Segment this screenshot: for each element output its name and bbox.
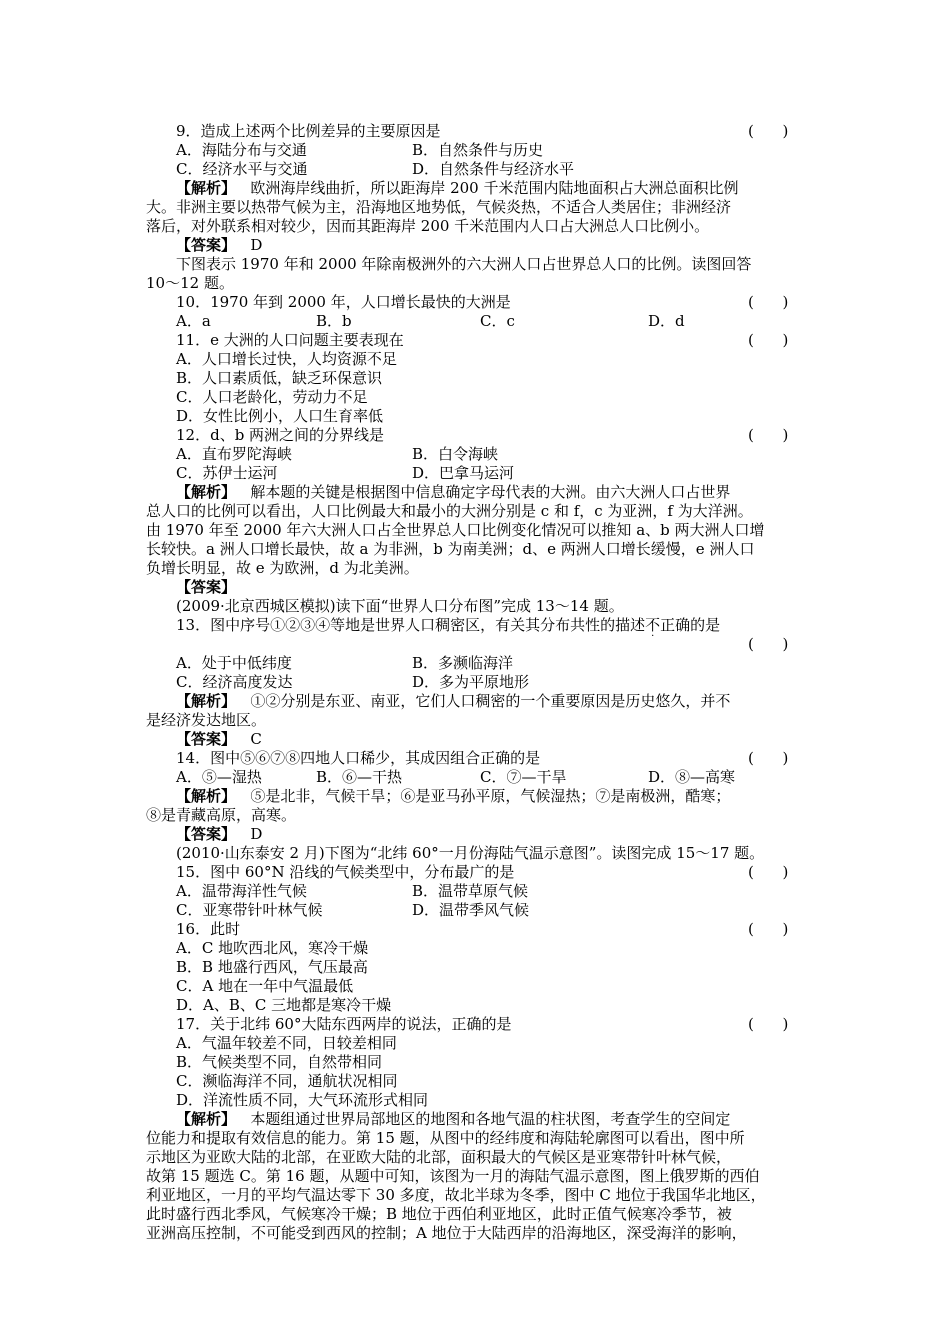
- option-c: C．濒临海洋不同，通航状况相同: [176, 1072, 398, 1090]
- explanation-14: [176, 787, 730, 805]
- question-13-stem: [176, 616, 721, 642]
- option-c: C．A 地在一年中气温最低: [176, 977, 354, 995]
- explanation-text: 位能力和提取有效信息的能力。第 15 题，从图中的经纬度和海陆轮廓图可以看出，图中所: [146, 1129, 745, 1147]
- explanation-tag: 【解析】: [176, 179, 237, 197]
- answer-bracket: ( ): [748, 331, 789, 349]
- option-b: B．白令海峡: [412, 445, 499, 463]
- explanation-text: 总人口的比例可以看出，人口比例最大和最小的大洲分别是 c 和 f，c 为亚洲，f 为大洋洲。: [146, 502, 753, 520]
- emphasis-word: [645, 616, 661, 642]
- option-b: B．自然条件与历史: [412, 141, 544, 159]
- answer-12: [176, 578, 236, 596]
- option-b: B．b: [316, 312, 352, 330]
- option-c: C．苏伊士运河: [176, 464, 278, 482]
- explanation-text: 欧洲海岸线曲折，所以距海岸 200 千米范围内陆地面积占大洲总面积比例: [250, 179, 739, 197]
- option-b: B．温带草原气候: [412, 882, 529, 900]
- option-a: A．温带海洋性气候: [176, 882, 307, 900]
- intro-10-12-cont: 10～12 题。: [146, 274, 234, 292]
- explanation-text: 示地区为亚欧大陆的北部，在亚欧大陆的北部，面积最大的气候区是亚寒带针叶林气候，: [146, 1148, 732, 1166]
- option-a: A．人口增长过快，人均资源不足: [176, 350, 397, 368]
- answer-13: [176, 730, 262, 748]
- explanation-tag: 【解析】: [176, 692, 237, 710]
- answer-bracket: ( ): [748, 122, 789, 140]
- answer-9: [176, 236, 262, 254]
- option-d: D．多为平原地形: [412, 673, 530, 691]
- option-a: A．处于中低纬度: [176, 654, 292, 672]
- question-12-stem: 12．d、b 两洲之间的分界线是: [176, 426, 385, 444]
- stem-text: 13．图中序号①②③④等地是世界人口稠密区，有关其分布共性的描述: [176, 616, 646, 634]
- stem-text: 正确的是: [660, 616, 721, 634]
- option-d: D．⑧—高寒: [648, 768, 736, 786]
- answer-bracket: ( ): [748, 426, 789, 444]
- option-b: B．⑥—干热: [316, 768, 403, 786]
- question-9-stem: 9．造成上述两个比例差异的主要原因是: [176, 122, 441, 140]
- option-b: B．多濒临海洋: [412, 654, 514, 672]
- intro-13-14: (2009·北京西城区模拟)读下面“世界人口分布图”完成 13～14 题。: [176, 597, 624, 615]
- option-c: C．人口老龄化，劳动力不足: [176, 388, 368, 406]
- question-10-stem: 10．1970 年到 2000 年，人口增长最快的大洲是: [176, 293, 511, 311]
- option-c: C．经济高度发达: [176, 673, 293, 691]
- option-a: A．直布罗陀海峡: [176, 445, 292, 463]
- option-a: A．a: [176, 312, 211, 330]
- emphasis-dot: ·: [651, 631, 655, 642]
- option-a: A．气温年较差不同，日较差相同: [176, 1034, 397, 1052]
- question-15-stem: 15．图中 60°N 沿线的气候类型中，分布最广的是: [176, 863, 515, 881]
- option-d: D．巴拿马运河: [412, 464, 515, 482]
- option-b: B．B 地盛行西风，气压最高: [176, 958, 368, 976]
- answer-bracket: ( ): [748, 293, 789, 311]
- option-d: D．d: [648, 312, 685, 330]
- intro-15-17: (2010·山东泰安 2 月)下图为“北纬 60°一月份海陆气温示意图”。读图完成 15～17 题。: [176, 844, 765, 862]
- explanation-text: 由 1970 年至 2000 年六大洲人口占全世界总人口比例变化情况可以推知 a、b 两大洲人口增: [146, 521, 765, 539]
- option-a: A．海陆分布与交通: [176, 141, 307, 159]
- option-b: B．人口素质低，缺乏环保意识: [176, 369, 383, 387]
- explanation-text: ⑧是青藏高原，高寒。: [146, 806, 297, 824]
- option-d: D．洋流性质不同，大气环流形式相同: [176, 1091, 429, 1109]
- option-a: A．⑤—湿热: [176, 768, 262, 786]
- explanation-text: 本题组通过世界局部地区的地图和各地气温的柱状图，考查学生的空间定: [250, 1110, 731, 1128]
- explanation-text: 故第 15 题选 C。第 16 题，从题中可知，该图为一月的海陆气温示意图，图上俄罗斯的西伯: [146, 1167, 760, 1185]
- explanation-17: [176, 1110, 730, 1128]
- explanation-tag: 【解析】: [176, 1110, 237, 1128]
- option-d: D．温带季风气候: [412, 901, 530, 919]
- question-17-stem: 17．关于北纬 60°大陆东西两岸的说法，正确的是: [176, 1015, 512, 1033]
- explanation-text: 落后，对外联系相对较少，因而其距海岸 200 千米范围内人口占大洲总人口比例小。: [146, 217, 710, 235]
- option-d: D．女性比例小，人口生育率低: [176, 407, 384, 425]
- explanation-text: ①②分别是东亚、南亚，它们人口稠密的一个重要原因是历史悠久，并不: [250, 692, 731, 710]
- explanation-text: 大。非洲主要以热带气候为主，沿海地区地势低，气候炎热，不适合人类居住；非洲经济: [146, 198, 732, 216]
- answer-value: D: [250, 825, 263, 843]
- question-11-stem: 11．e 大洲的人口问题主要表现在: [176, 331, 404, 349]
- explanation-text: 亚洲高压控制，不可能受到西风的控制；A 地位于大陆西岸的沿海地区，深受海洋的影响，: [146, 1224, 747, 1242]
- explanation-12: [176, 483, 730, 501]
- answer-tag: 【答案】: [176, 730, 237, 748]
- option-a: A．C 地吹西北风，寒冷干燥: [176, 939, 369, 957]
- explanation-9: [176, 179, 739, 197]
- answer-bracket: ( ): [748, 749, 789, 767]
- option-c: C．经济水平与交通: [176, 160, 308, 178]
- explanation-text: 解本题的关键是根据图中信息确定字母代表的大洲。由六大洲人口占世界: [250, 483, 731, 501]
- answer-14: [176, 825, 262, 843]
- explanation-text: 是经济发达地区。: [146, 711, 267, 729]
- explanation-text: 此时盛行西北季风，气候寒冷干燥；B 地位于西伯利亚地区，此时正值气候寒冷季节，被: [146, 1205, 732, 1223]
- intro-10-12: 下图表示 1970 年和 2000 年除南极洲外的六大洲人口占世界总人口的比例。读图回答: [176, 255, 752, 273]
- answer-bracket: ( ): [748, 1015, 789, 1033]
- explanation-13: [176, 692, 730, 710]
- option-c: C．⑦—干旱: [480, 768, 567, 786]
- answer-bracket: ( ): [748, 920, 789, 938]
- question-14-stem: 14．图中⑤⑥⑦⑧四地人口稀少，其成因组合正确的是: [176, 749, 541, 767]
- option-c: C．亚寒带针叶林气候: [176, 901, 323, 919]
- option-d: D．自然条件与经济水平: [412, 160, 575, 178]
- explanation-tag: 【解析】: [176, 787, 237, 805]
- explanation-text: ⑤是北非，气候干旱；⑥是亚马孙平原，气候湿热；⑦是南极洲，酷寒；: [250, 787, 731, 805]
- emphasis-text: 不: [645, 616, 661, 634]
- option-c: C．c: [480, 312, 515, 330]
- answer-tag: 【答案】: [176, 578, 237, 596]
- option-d: D．A、B、C 三地都是寒冷干燥: [176, 996, 392, 1014]
- question-16-stem: 16．此时: [176, 920, 241, 938]
- explanation-text: 负增长明显，故 e 为欧洲，d 为北美洲。: [146, 559, 419, 577]
- option-b: B．气候类型不同，自然带相同: [176, 1053, 383, 1071]
- answer-bracket: ( ): [748, 863, 789, 881]
- answer-value: D: [250, 236, 263, 254]
- answer-tag: 【答案】: [176, 825, 237, 843]
- explanation-text: 长较快。a 洲人口增长最快，故 a 为非洲，b 为南美洲；d、e 两洲人口增长缓慢，e 洲人口: [146, 540, 755, 558]
- answer-value: C: [250, 730, 262, 748]
- explanation-tag: 【解析】: [176, 483, 237, 501]
- answer-tag: 【答案】: [176, 236, 237, 254]
- explanation-text: 利亚地区，一月的平均气温达零下 30 多度，故北半球为冬季，图中 C 地位于我国华北地区，: [146, 1186, 766, 1204]
- answer-bracket: ( ): [748, 635, 789, 653]
